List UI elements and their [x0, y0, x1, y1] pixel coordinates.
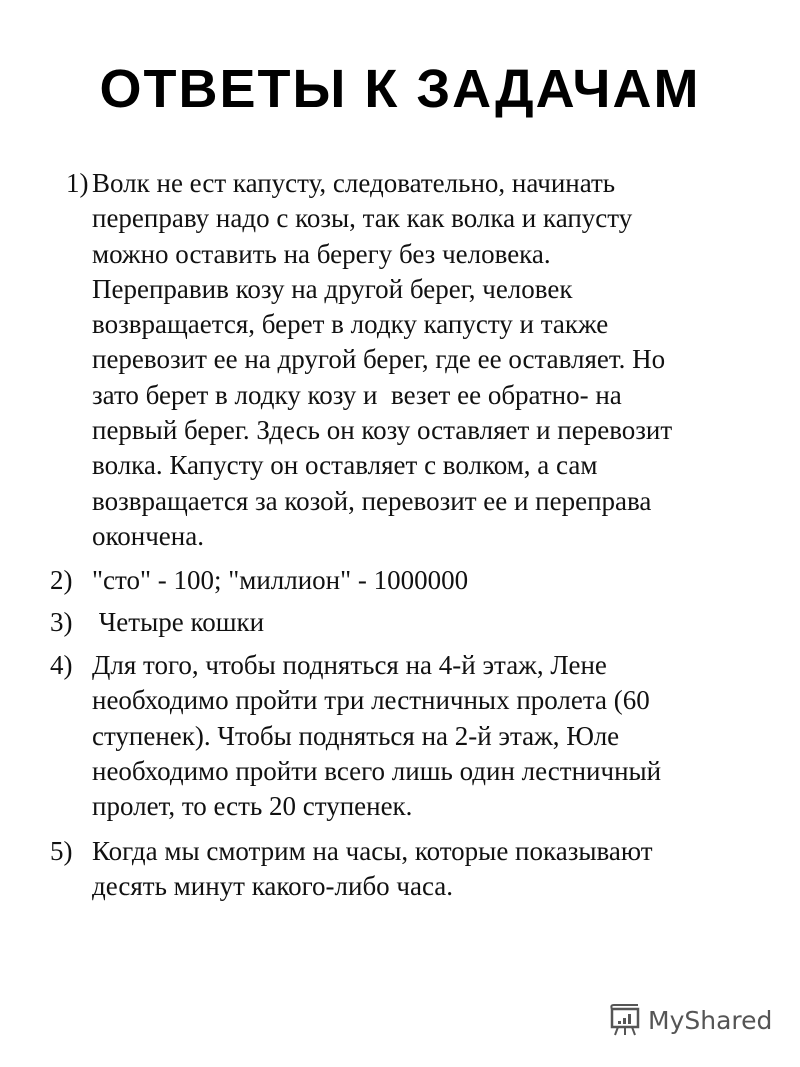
answer-number: 4) — [50, 650, 73, 680]
answer-line: необходимо пройти всего лишь один лестничный — [92, 755, 662, 786]
answer-line: Волк не ест капусту, следовательно, начинать — [92, 168, 616, 198]
answer-line: переправу надо с козы, так как волка и капусту — [92, 203, 633, 234]
answer-line: Когда мы смотрим на часы, которые показывают — [92, 836, 653, 866]
answer-line: Для того, чтобы подняться на 4-й этаж, Лене — [92, 650, 607, 680]
watermark-logo — [608, 1003, 772, 1037]
answer-line: зато берет в лодку козу и везет ее обратно- на — [92, 379, 622, 410]
answer-number: 3) — [50, 607, 73, 637]
answer-line: необходимо пройти три лестничных пролета (60 — [92, 685, 650, 716]
answer-line: окончена. — [92, 520, 204, 551]
answer-line: "сто" - 100; "миллион" - 1000000 — [92, 565, 469, 595]
answer-line: возвращается за козой, перевозит ее и переправа — [92, 485, 652, 516]
watermark-text: MyShared — [648, 1005, 773, 1035]
page-title: ОТВЕТЫ К ЗАДАЧАМ — [99, 59, 701, 119]
answer-line: Переправив козу на другой берег, человек — [92, 273, 573, 304]
answer-line: десять минут какого-либо часа. — [92, 871, 454, 902]
answer-number: 1) — [66, 168, 89, 198]
answer-line: пролет, то есть 20 ступенек. — [92, 791, 413, 822]
answer-line: первый берег. Здесь он козу оставляет и перевозит — [92, 415, 673, 446]
answer-line: ступенек). Чтобы подняться на 2-й этаж, Юле — [92, 720, 620, 751]
presentation-board-icon — [608, 1003, 642, 1037]
answer-line: возвращается, берет в лодку капусту и также — [92, 309, 609, 340]
answer-line: волка. Капусту он оставляет с волком, а сам — [92, 450, 598, 481]
answer-line: Четыре кошки — [92, 607, 265, 637]
answer-number: 2) — [50, 565, 73, 595]
answer-line: перевозит ее на другой берег, где ее оставляет. Но — [92, 344, 666, 375]
answer-number: 5) — [50, 836, 73, 866]
answer-line: можно оставить на берегу без человека. — [92, 238, 551, 269]
